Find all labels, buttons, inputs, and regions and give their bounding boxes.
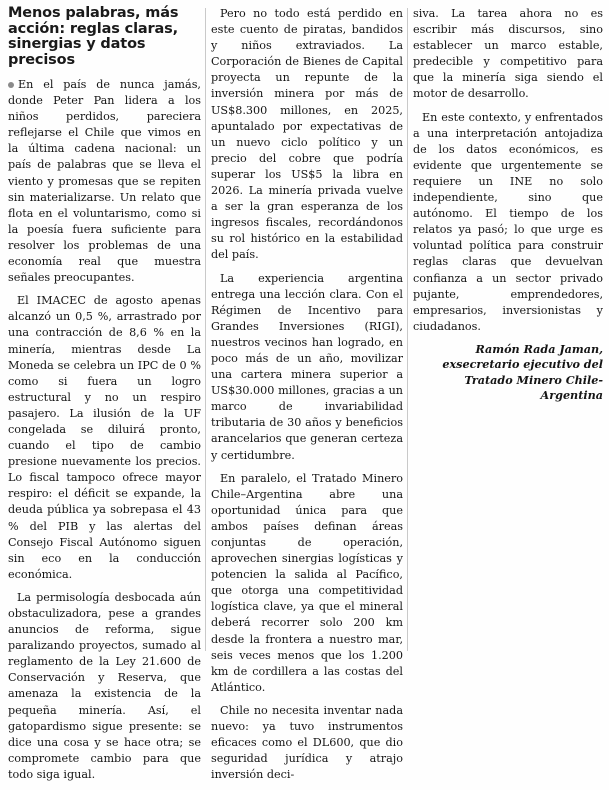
column-divider [407,8,408,651]
article-paragraph: En el país de nunca jamás, donde Peter Pan lidera a los niños perdidos, pareciera reflejarse el Chile que vimos en la última cadena nacional: un país de palabras que se lleva el viento y promesas que se repiten sin materializarse. Un relato que flota en el voluntarismo, como si la poesía fuera suficiente para resolver los problemas de una economía real que muestra señales preocupantes. [8,78,201,285]
column-divider [205,8,206,651]
article-paragraph: En paralelo, el Tratado Minero Chile–Argentina abre una oportunidad única para que ambos países definan áreas conjuntas de operación, aprovechen sinergias logísticas y potencien la salida al Pacífico, que otorga una competitividad logística clave, ya que el mineral deberá recorrer solo 200 km desde la frontera a nuestro mar, seis veces menos que los 1.200 km de cordillera a las costas del Atlántico. [211,471,403,694]
article-headline: Menos palabras, más acción: reglas claras, sinergias y datos precisos [8,5,179,68]
article-paragraph: siva. La tarea ahora no es escribir más discursos, sino establecer un marco estable, predecible y competitivo para que la minería siga siendo el motor de desarrollo. [413,7,603,101]
bullet-icon [8,82,14,88]
article-paragraph: La permisología desbocada aún obstaculizadora, pese a grandes anuncios de reforma, sigue paralizando proyectos, sumado al reglamento de la Ley 21.600 de Conservación y Reserva, que amenaza la existencia de la pequeña minería. Así, el gatopardismo sigue presente: se dice una cosa y se hace otra; se compromete cambio para que todo siga igual. [8,590,201,781]
article-column-3 [413,6,603,404]
article-paragraph: Pero no todo está perdido en este cuento de piratas, bandidos y niños extraviados. La Corporación de Bienes de Capital proyecta un repunte de la inversión minera por más de US$8.300 millones, en 2025, apuntalado por expectativas de un nuevo ciclo político y un precio del cobre que podría superar los US$5 la libra en 2026. La minería privada vuelve a ser la gran esperanza de los ingresos fiscales, recordándonos su rol histórico en la estabilidad del país. [211,7,403,262]
article-paragraph: Chile no necesita inventar nada nuevo: ya tuvo instrumentos eficaces como el DL600, que dio seguridad jurídica y atrajo inversión deci- [211,703,403,782]
article-column-2 [211,6,403,790]
author-signature: Ramón Rada Jaman, exsecretario ejecutivo del Tratado Minero Chile-Argentina [442,341,603,403]
article-paragraph: La experiencia argentina entrega una lección clara. Con el Régimen de Incentivo para Grandes Inversiones (RIGI), nuestros vecinos han logrado, en poco más de un año, movilizar una cartera minera superior a US$30.000 millones, gracias a un marco de invariabilidad tributaria de 30 años y beneficios arancelarios que generan certeza y certidumbre. [211,271,403,462]
article-column-1 [8,6,201,790]
article-paragraph: El IMACEC de agosto apenas alcanzó un 0,5 %, arrastrado por una contracción de 8,6 % en la minería, mientras desde La Moneda se celebra un IPC de 0 % como si fuera un logro estructural y no un respiro pasajero. La ilusión de la UF congelada se diluirá pronto, cuando el tipo de cambio presione nuevamente los precios. Lo fiscal tampoco ofrece mayor respiro: el déficit se expande, la deuda pública ya sobrepasa el 43 % del PIB y las alertas del Consejo Fiscal Autónomo siguen sin eco en la conducción económica. [8,294,201,581]
article-paragraph: En este contexto, y enfrentados a una interpretación antojadiza de los datos económicos, es evidente que urgentemente se requiere un INE no solo independiente, sino que autónomo. El tiempo de los relatos ya pasó; lo que urge es voluntad política para construir reglas claras que devuelvan confianza a un sector privado pujante, emprendedores, empresarios, inversionistas y ciudadanos. [413,110,603,333]
